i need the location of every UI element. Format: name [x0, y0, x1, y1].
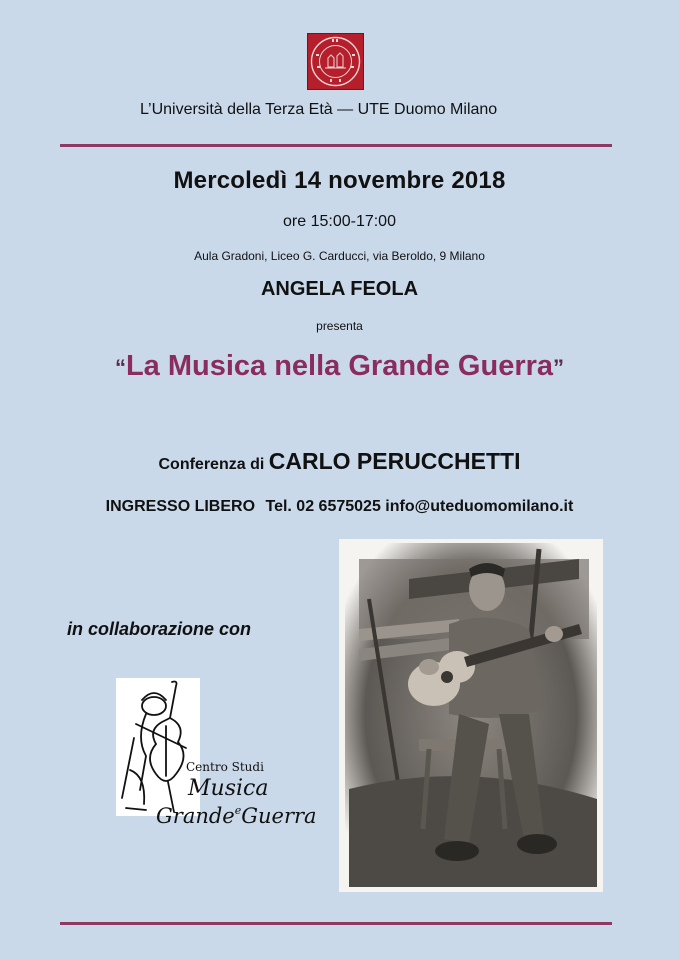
logo-e: e [234, 804, 242, 817]
logo-line1: Centro Studi [186, 760, 264, 774]
event-date: Mercoledì 14 novembre 2018 [173, 167, 506, 194]
logo-line3 [156, 804, 317, 828]
soldier-with-guitar-photo [339, 539, 603, 892]
university-seal-icon [308, 34, 363, 89]
contact-line [0, 498, 679, 516]
close-quote: ” [553, 355, 565, 380]
institute-name: L’Università della Terza Età — UTE Duomo Milano [140, 101, 498, 118]
title-text: La Musica nella Grande Guerra [125, 350, 554, 382]
event-time: ore 15:00-17:00 [283, 213, 396, 230]
logo-line2: Musica [188, 776, 269, 801]
logo-guerra: Guerra [241, 804, 317, 828]
collaboration-label: in collaborazione con [67, 619, 252, 639]
admission: INGRESSO LIBERO [105, 498, 256, 515]
bottom-divider [60, 922, 612, 925]
event-venue: Aula Gradoni, Liceo G. Carducci, via Beroldo, 9 Milano [194, 249, 485, 263]
speaker-name: CARLO PERUCCHETTI [268, 448, 521, 474]
phone: Tel. 02 6575025 [265, 498, 381, 515]
top-divider [60, 144, 612, 147]
email: info@uteduomomilano.it [385, 498, 574, 515]
open-quote: “ [114, 355, 126, 380]
event-title [0, 350, 679, 383]
presenter-name: ANGELA FEOLA [260, 278, 419, 300]
conference-prefix: Conferenza di [158, 456, 265, 473]
logo-grande: Grande [156, 804, 235, 828]
conference-line [0, 448, 679, 475]
presenta-label: presenta [316, 319, 363, 333]
